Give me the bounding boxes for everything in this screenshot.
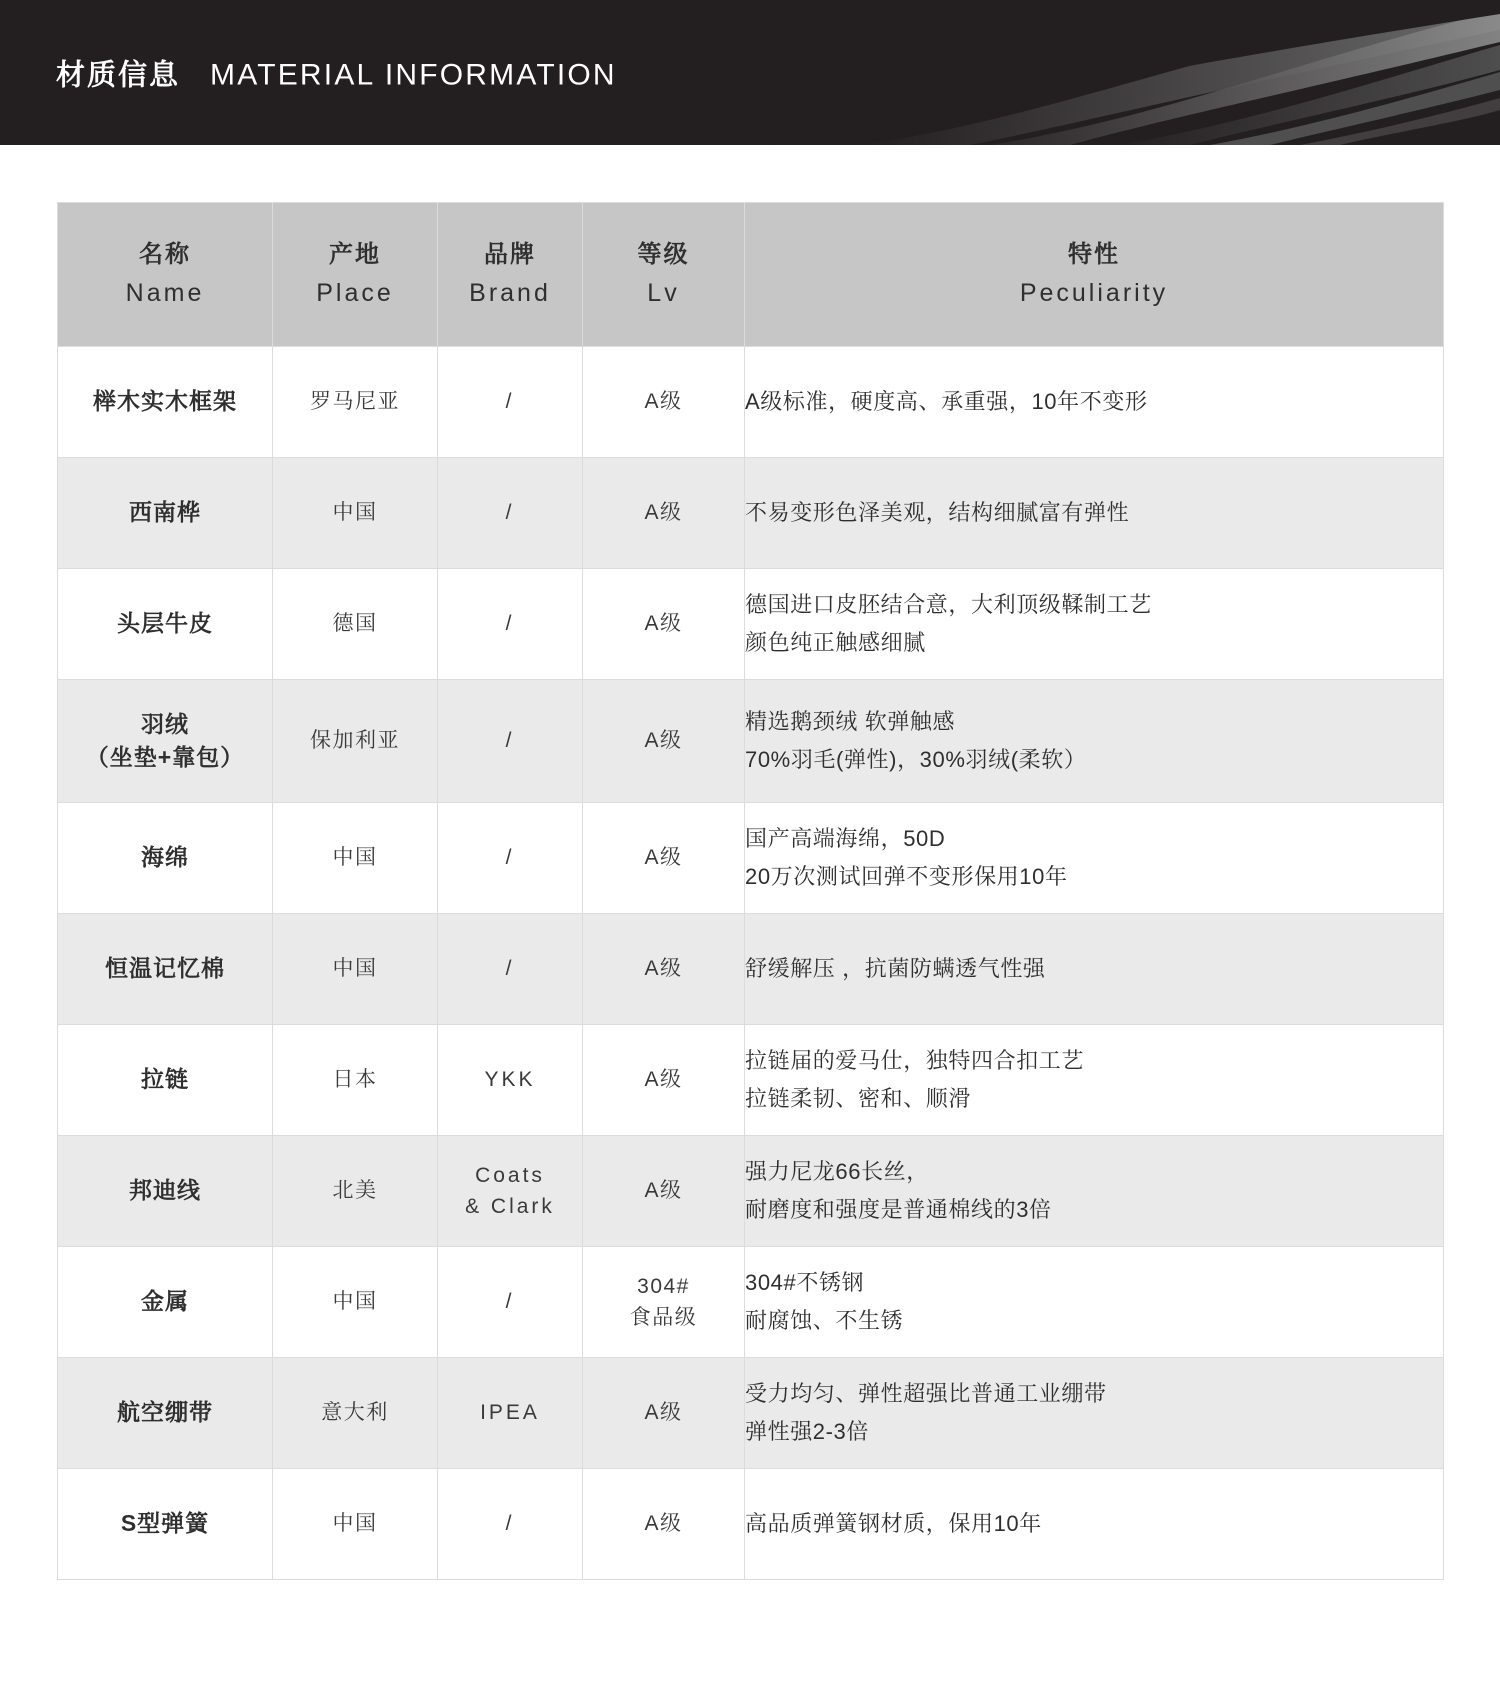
cell-text: 罗马尼亚 [310, 390, 400, 414]
table-row [58, 914, 1444, 1025]
cell-place [273, 1358, 438, 1469]
banner-title-en: MATERIAL INFORMATION [210, 58, 617, 91]
cell-name [58, 803, 273, 914]
cell-text: 中国 [332, 846, 378, 870]
cell-text: YKK [484, 1068, 536, 1092]
cell-text: A级标准，硬度高、承重强，10年不变形 [745, 388, 1148, 414]
column-header-name [58, 203, 273, 347]
cell-text: 中国 [332, 1512, 378, 1536]
table-row [58, 1247, 1444, 1358]
cell-text: 弹性强2-3倍 [745, 1419, 869, 1444]
cell-brand [438, 1247, 583, 1358]
cell-name [58, 1025, 273, 1136]
cell-place [273, 803, 438, 914]
banner-title [56, 52, 617, 93]
cell-place [273, 569, 438, 680]
table-row [58, 1469, 1444, 1580]
cell-text: 耐磨度和强度是普通棉线的3倍 [745, 1197, 1052, 1222]
cell-lv [583, 914, 745, 1025]
table-row [58, 803, 1444, 914]
cell-text: 不易变形色泽美观，结构细腻富有弹性 [745, 499, 1130, 525]
cell-text: / [505, 1290, 515, 1314]
cell-text: 拉链届的爱马仕，独特四合扣工艺 [745, 1047, 1085, 1073]
cell-text: 强力尼龙66长丝， [745, 1158, 929, 1184]
cell-text: 西南桦 [129, 499, 201, 526]
material-table-container [57, 202, 1443, 1580]
cell-place [273, 1247, 438, 1358]
cell-text: & Clark [465, 1195, 555, 1218]
cell-lv [583, 1025, 745, 1136]
table-row [58, 1136, 1444, 1247]
cell-lv [583, 458, 745, 569]
cell-peculiarity [745, 347, 1444, 458]
cell-place [273, 1136, 438, 1247]
cell-peculiarity [745, 1136, 1444, 1247]
cell-name [58, 1136, 273, 1247]
cell-text: 海绵 [141, 844, 189, 871]
cell-text: A级 [644, 957, 683, 981]
table-row [58, 347, 1444, 458]
cell-text: / [505, 501, 515, 525]
cell-name [58, 1358, 273, 1469]
cell-lv [583, 1136, 745, 1247]
cell-brand [438, 569, 583, 680]
cell-text: A级 [644, 1179, 683, 1203]
cell-brand [438, 347, 583, 458]
cell-text: IPEA [480, 1401, 540, 1425]
table-row [58, 1025, 1444, 1136]
column-header-lv-en: Lv [647, 278, 680, 307]
cell-text: 恒温记忆棉 [105, 955, 225, 982]
table-row [58, 1358, 1444, 1469]
cell-text: / [505, 957, 515, 981]
cell-brand [438, 803, 583, 914]
cell-place [273, 914, 438, 1025]
cell-text: 70%羽毛(弹性)，30%羽绒(柔软） [745, 747, 1087, 772]
column-header-place [273, 203, 438, 347]
column-header-brand-en: Brand [469, 278, 551, 307]
cell-place [273, 458, 438, 569]
cell-text: 德国进口皮胚结合意，大利顶级鞣制工艺 [745, 591, 1152, 617]
column-header-brand-cn: 品牌 [484, 240, 536, 268]
cell-brand [438, 1469, 583, 1580]
cell-name [58, 569, 273, 680]
cell-text: A级 [644, 1068, 683, 1092]
cell-name [58, 458, 273, 569]
cell-text: 航空绷带 [117, 1399, 213, 1426]
cell-name [58, 914, 273, 1025]
cell-peculiarity [745, 803, 1444, 914]
cell-text: 羽绒 [141, 710, 189, 737]
cell-text: A级 [644, 612, 683, 636]
cell-brand [438, 680, 583, 803]
cell-lv [583, 1469, 745, 1580]
cell-text: 中国 [332, 501, 378, 525]
table-header [58, 203, 1444, 347]
cell-peculiarity [745, 1358, 1444, 1469]
cell-text: 日本 [332, 1068, 378, 1092]
cell-text: / [505, 612, 515, 636]
cell-text: 中国 [332, 1290, 378, 1314]
cell-brand [438, 1025, 583, 1136]
cell-text: 国产高端海绵，50D [745, 825, 946, 851]
cell-place [273, 347, 438, 458]
page-header-banner [0, 0, 1500, 145]
cell-peculiarity [745, 569, 1444, 680]
column-header-place-cn: 产地 [329, 240, 381, 268]
table-row [58, 680, 1444, 803]
cell-text: 头层牛皮 [117, 610, 213, 637]
table-body [58, 347, 1444, 1580]
cell-text: S型弹簧 [120, 1510, 210, 1537]
column-header-brand [438, 203, 583, 347]
cell-lv [583, 803, 745, 914]
cell-lv [583, 569, 745, 680]
table-row [58, 569, 1444, 680]
cell-text: 食品级 [629, 1306, 698, 1329]
cell-peculiarity [745, 680, 1444, 803]
cell-text: 304#不锈钢 [745, 1269, 865, 1295]
cell-text: 颜色纯正触感细腻 [745, 630, 926, 655]
cell-text: 保加利亚 [310, 729, 400, 753]
cell-brand [438, 1136, 583, 1247]
cell-text: 受力均匀、弹性超强比普通工业绷带 [745, 1380, 1107, 1406]
cell-text: / [505, 846, 515, 870]
cell-text: 北美 [332, 1179, 378, 1203]
cell-text: 邦迪线 [129, 1177, 201, 1204]
cell-text: / [505, 390, 515, 414]
cell-text: 拉链柔韧、密和、顺滑 [745, 1086, 972, 1111]
cell-place [273, 1025, 438, 1136]
cell-lv [583, 680, 745, 803]
table-header-row [58, 203, 1444, 347]
cell-name [58, 1247, 273, 1358]
cell-text: 304# [637, 1274, 690, 1298]
cell-peculiarity [745, 458, 1444, 569]
table-row [58, 458, 1444, 569]
column-header-name-en: Name [125, 278, 205, 307]
banner-title-cn: 材质信息 [56, 59, 181, 91]
column-header-lv [583, 203, 745, 347]
cell-lv [583, 1247, 745, 1358]
cell-text: A级 [644, 501, 683, 525]
cell-text: 拉链 [141, 1066, 189, 1093]
column-header-name-cn: 名称 [139, 240, 191, 268]
banner-decoration [740, 0, 1500, 145]
cell-brand [438, 914, 583, 1025]
cell-name [58, 1469, 273, 1580]
material-information-table [57, 202, 1444, 1580]
cell-peculiarity [745, 1025, 1444, 1136]
cell-text: A级 [644, 846, 683, 870]
cell-text: 舒缓解压 ，抗菌防螨透气性强 [745, 955, 1046, 981]
cell-name [58, 347, 273, 458]
cell-lv [583, 347, 745, 458]
cell-text: 中国 [332, 957, 378, 981]
cell-peculiarity [745, 1469, 1444, 1580]
column-header-place-en: Place [316, 278, 394, 307]
cell-brand [438, 458, 583, 569]
cell-text: （坐垫+靠包） [85, 744, 245, 770]
cell-text: A级 [644, 390, 683, 414]
cell-text: / [505, 729, 515, 753]
cell-place [273, 680, 438, 803]
cell-name [58, 680, 273, 803]
cell-text: 高品质弹簧钢材质，保用10年 [745, 1510, 1042, 1536]
cell-peculiarity [745, 1247, 1444, 1358]
cell-text: 德国 [332, 612, 378, 636]
cell-text: A级 [644, 729, 683, 753]
cell-text: 意大利 [321, 1401, 389, 1425]
cell-brand [438, 1358, 583, 1469]
cell-text: 耐腐蚀、不生锈 [745, 1308, 904, 1333]
cell-text: 精选鹅颈绒 软弹触感 [745, 708, 956, 734]
column-header-lv-cn: 等级 [637, 240, 690, 268]
cell-text: A级 [644, 1401, 683, 1425]
cell-text: 20万次测试回弹不变形保用10年 [745, 864, 1068, 889]
cell-text: 榉木实木框架 [93, 388, 237, 415]
cell-text: 金属 [141, 1288, 189, 1315]
cell-text: / [505, 1512, 515, 1536]
cell-place [273, 1469, 438, 1580]
cell-text: A级 [644, 1512, 683, 1536]
column-header-peculiarity-cn: 特性 [1068, 240, 1120, 268]
cell-text: Coats [475, 1163, 545, 1187]
column-header-peculiarity-en: Peculiarity [1019, 278, 1169, 307]
cell-lv [583, 1358, 745, 1469]
cell-peculiarity [745, 914, 1444, 1025]
column-header-peculiarity [745, 203, 1444, 347]
